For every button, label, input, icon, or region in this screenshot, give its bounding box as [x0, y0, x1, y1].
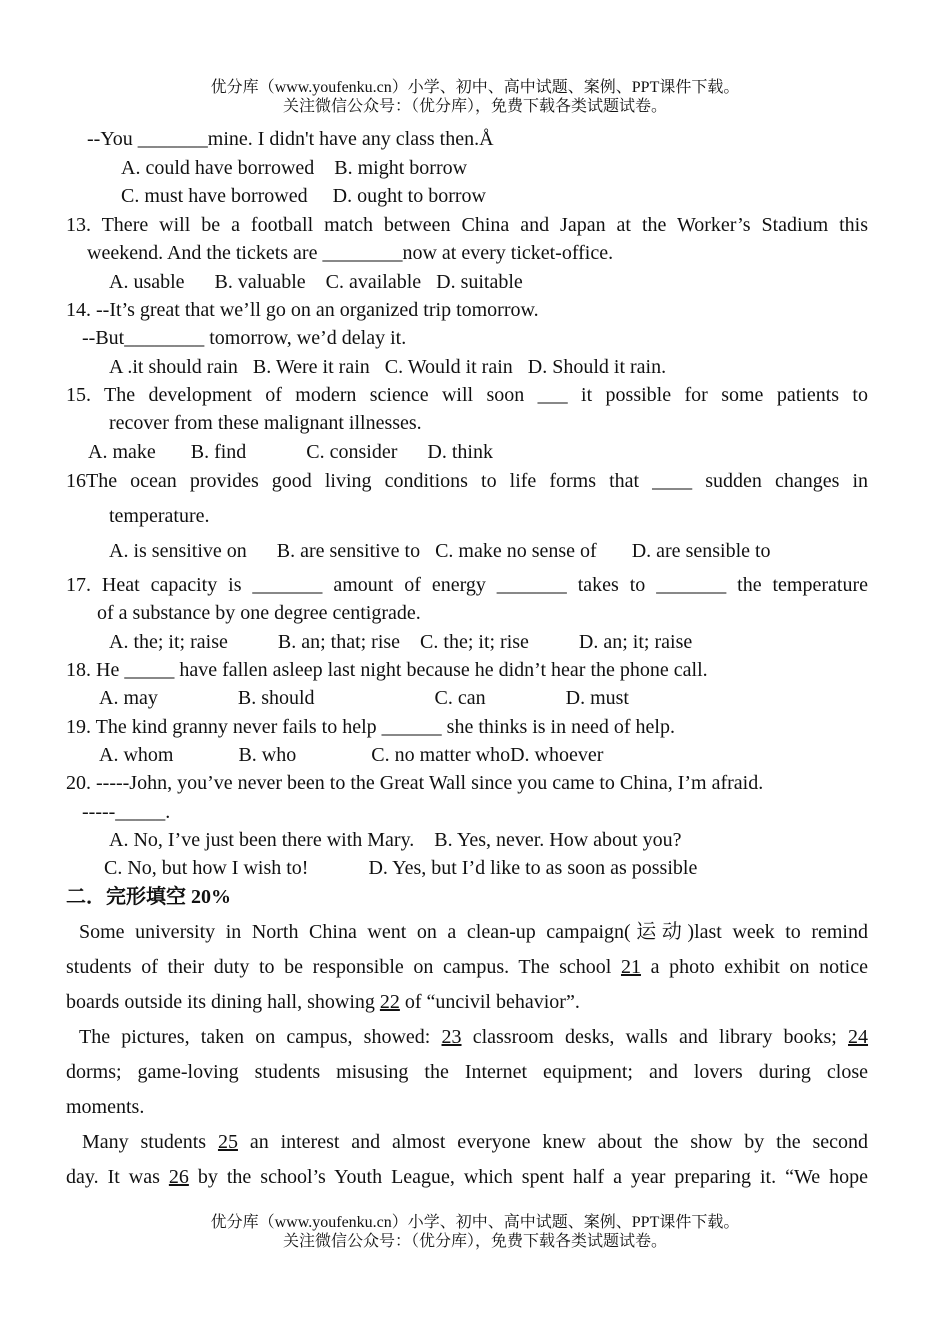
q17-options: A. the; it; raise B. an; that; rise C. the; it; rise D. an; it; raise	[109, 631, 693, 653]
q16-line-1: 16The ocean provides good living conditions to life forms that ____ sudden changes in	[66, 470, 868, 492]
q20-options-cd: C. No, but how I wish to! D. Yes, but I’d like to as soon as possible	[104, 857, 698, 879]
q17-line-2: of a substance by one degree centigrade.	[97, 602, 421, 624]
footer-line-1: 优分库（www.youfenku.cn）小学、初中、高中试题、案例、PPT课件下载。	[210, 1214, 740, 1231]
blank-22: 22	[379, 991, 400, 1013]
q18-options: A. may B. should C. can D. must	[99, 687, 629, 709]
passage-p1-line-2: students of their duty to be responsible on campus. The school 21 a photo exhibit on notice	[66, 956, 868, 978]
section-2-title: 二．完形填空 20%	[66, 886, 231, 908]
q16-options: A. is sensitive on B. are sensitive to C. make no sense of D. are sensible to	[109, 540, 771, 562]
passage-p3-line-1: Many students 25 an interest and almost everyone knew about the show by the second	[82, 1131, 868, 1153]
q20-line-2: -----_____.	[82, 801, 171, 823]
q19-options: A. whom B. who C. no matter whoD. whoever	[99, 744, 604, 766]
footer-line-2: 关注微信公众号：（优分库），免费下载各类试题试卷。	[282, 1233, 667, 1250]
q13-line-2: weekend. And the tickets are ________now at every ticket-office.	[87, 242, 614, 264]
q15-line-1: 15. The development of modern science will soon ___ it possible for some patients to	[66, 384, 868, 406]
passage-p2-line-2: dorms; game-loving students misusing the Internet equipment; and lovers during close	[66, 1061, 868, 1083]
q20-line-1: 20. -----John, you’ve never been to the Great Wall since you came to China, I’m afraid.	[66, 772, 764, 794]
q19-line-1: 19. The kind granny never fails to help ______ she thinks is in need of help.	[66, 716, 675, 738]
q20-options-ab: A. No, I’ve just been there with Mary. B. Yes, never. How about you?	[109, 829, 682, 851]
q14-line-1: 14. --It’s great that we’ll go on an organized trip tomorrow.	[66, 299, 539, 321]
q14-options: A .it should rain B. Were it rain C. Would it rain D. Should it rain.	[109, 356, 667, 378]
header-line-1: 优分库（www.youfenku.cn）小学、初中、高中试题、案例、PPT课件下载。	[210, 79, 740, 96]
page-footer	[0, 1213, 950, 1251]
q13-options: A. usable B. valuable C. available D. suitable	[109, 271, 523, 293]
page-header	[0, 78, 950, 116]
passage-p3-line-2: day. It was 26 by the school’s Youth League, which spent half a year preparing it. “We hope	[66, 1166, 868, 1188]
blank-25: 25	[217, 1131, 238, 1153]
passage-p2-line-1: The pictures, taken on campus, showed: 23 classroom desks, walls and library books; 24	[79, 1026, 869, 1048]
q14-line-2: --But________ tomorrow, we’d delay it.	[82, 327, 407, 349]
passage-p1-line-3: boards outside its dining hall, showing 22 of “uncivil behavior”.	[66, 991, 580, 1013]
blank-24: 24	[848, 1026, 869, 1048]
q12-prompt: --You _______mine. I didn't have any class then.Å	[87, 128, 494, 150]
passage-p2-line-3: moments.	[66, 1096, 145, 1118]
q15-options: A. make B. find C. consider D. think	[88, 441, 493, 463]
blank-23: 23	[441, 1026, 462, 1048]
blank-26: 26	[168, 1166, 189, 1188]
q18-line-1: 18. He _____ have fallen asleep last night because he didn’t hear the phone call.	[66, 659, 708, 681]
blank-21: 21	[620, 956, 641, 978]
q12-options-ab: A. could have borrowed B. might borrow	[121, 157, 468, 179]
header-line-2: 关注微信公众号：（优分库），免费下载各类试题试卷。	[282, 98, 667, 115]
passage-p1-line-1: Some university in North China went on a clean-up campaign(运动)last week to remind	[79, 921, 868, 943]
q16-line-2: temperature.	[109, 505, 210, 527]
q12-options-cd: C. must have borrowed D. ought to borrow	[121, 185, 486, 207]
q13-line-1: 13. There will be a football match between China and Japan at the Worker’s Stadium this	[66, 214, 868, 236]
q15-line-2: recover from these malignant illnesses.	[109, 412, 422, 434]
q17-line-1: 17. Heat capacity is _______ amount of energy _______ takes to _______ the temperature	[66, 574, 868, 596]
